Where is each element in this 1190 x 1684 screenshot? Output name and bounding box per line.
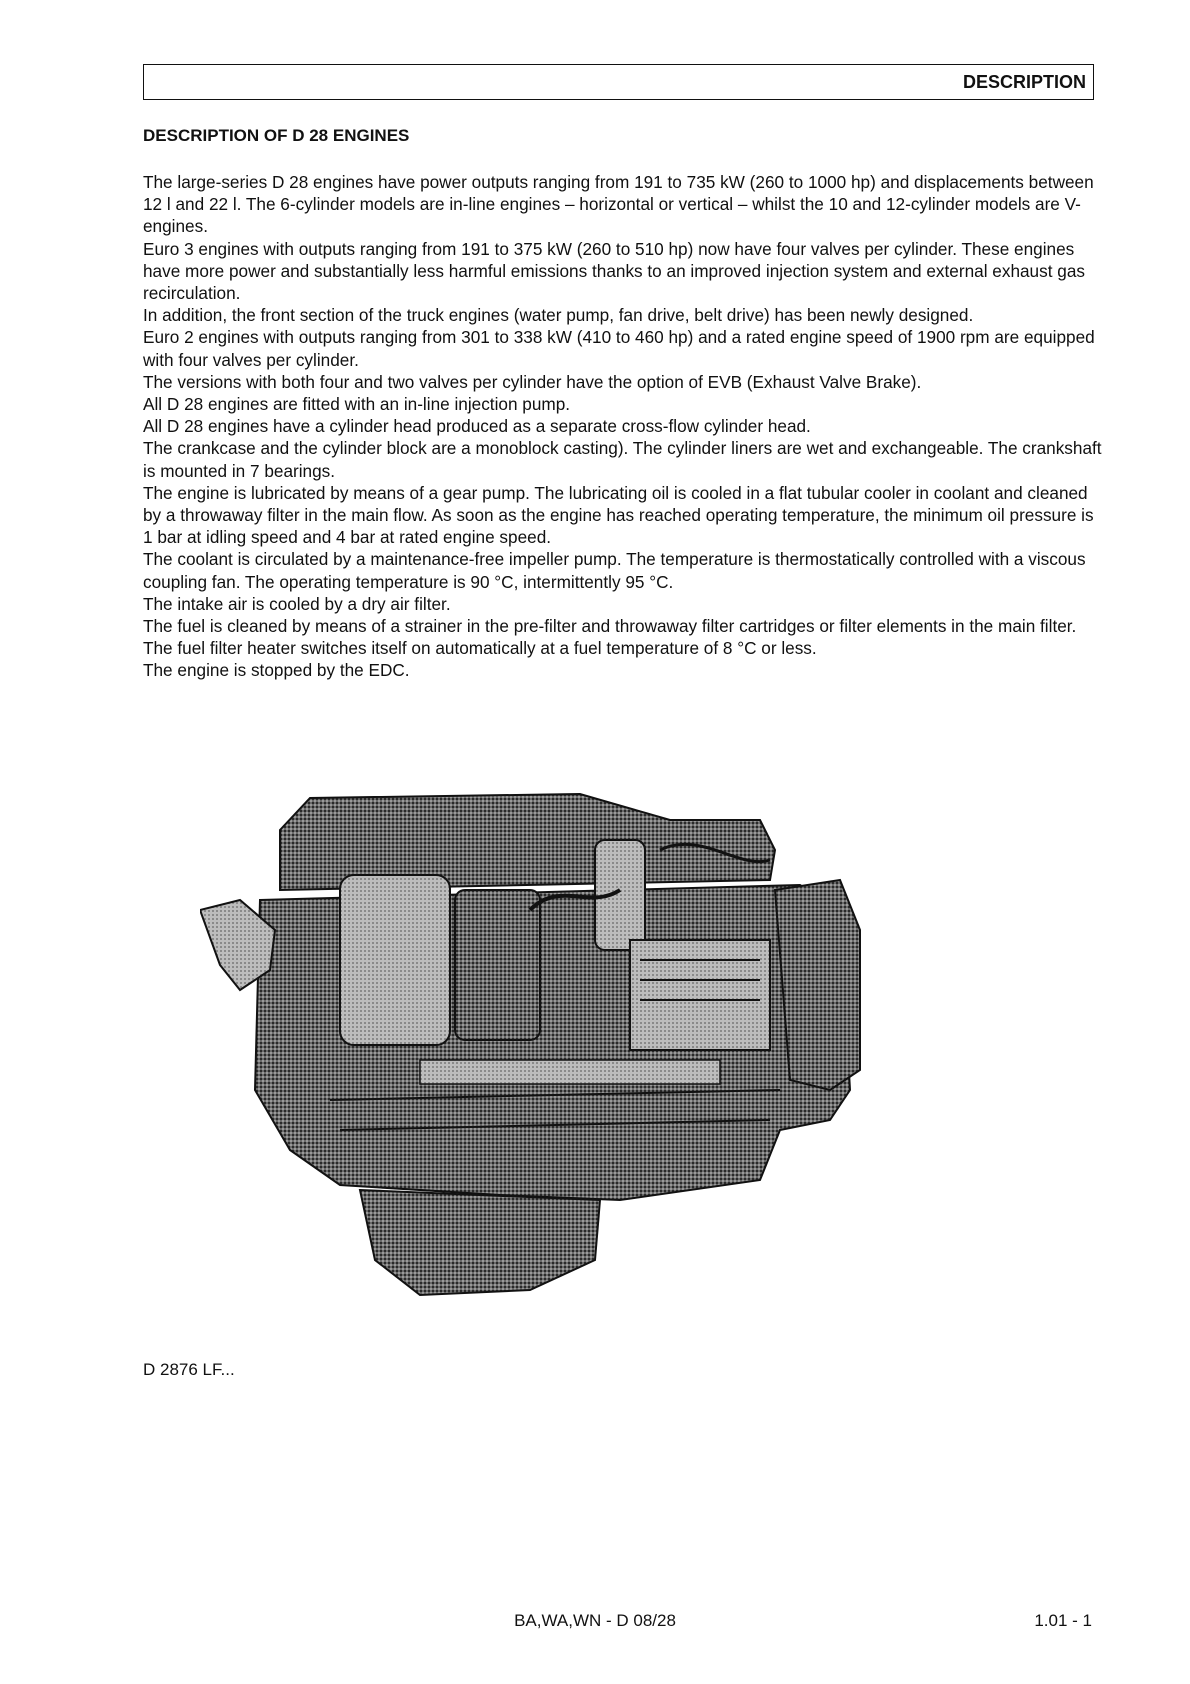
figure-caption: D 2876 LF... xyxy=(143,1360,235,1379)
paragraph: The versions with both four and two valves per cylinder have the option of EVB (Exhaust Valve Brake). xyxy=(143,371,922,392)
paragraph: All D 28 engines have a cylinder head produced as a separate cross-flow cylinder head. xyxy=(143,416,811,437)
paragraph: The coolant is circulated by a maintenance-free impeller pump. The temperature is thermostatically controlled with a viscous coupling fan. The operating temperature is 90 °C, intermittently 95 °C. xyxy=(143,549,1086,592)
paragraph: The fuel filter heater switches itself on automatically at a fuel temperature of 8 °C or less. xyxy=(143,638,817,659)
paragraph: The intake air is cooled by a dry air filter. xyxy=(143,593,451,614)
section-label: DESCRIPTION xyxy=(962,72,1086,92)
footer-page-number: 1.01 - 1 xyxy=(1034,1611,1092,1630)
page-title: DESCRIPTION OF D 28 ENGINES xyxy=(143,126,410,145)
paragraph: All D 28 engines are fitted with an in-line injection pump. xyxy=(143,394,571,415)
section-header-box xyxy=(143,64,1094,100)
paragraph: In addition, the front section of the truck engines (water pump, fan drive, belt drive) has been newly designed. xyxy=(143,305,974,326)
paragraph: The large-series D 28 engines have power outputs ranging from 191 to 735 kW (260 to 1000 hp) and displacements between 12 l and 22 l. The 6-cylinder models are in-line engines – horizontal or vertical – whilst the 10 and 12-cylinder models are V-engines. xyxy=(143,172,1094,237)
paragraph: The fuel is cleaned by means of a strainer in the pre-filter and throwaway filter cartridges or filter elements in the main filter. xyxy=(143,616,1077,637)
engine-illustration xyxy=(200,790,930,1330)
footer-doc-code: BA,WA,WN - D 08/28 xyxy=(514,1611,676,1630)
paragraph: Euro 2 engines with outputs ranging from 301 to 338 kW (410 to 460 hp) and a rated engine speed of 1900 rpm are equipped with four valves per cylinder. xyxy=(143,327,1095,370)
engine-figure xyxy=(200,790,930,1330)
body-text xyxy=(143,171,1103,682)
paragraph: The engine is lubricated by means of a gear pump. The lubricating oil is cooled in a flat tubular cooler in coolant and cleaned by a throwaway filter in the main flow. As soon as the engine has reached operating temperature, the minimum oil pressure is 1 bar at idling speed and 4 bar at rated engine speed. xyxy=(143,482,1094,548)
paragraph: Euro 3 engines with outputs ranging from 191 to 375 kW (260 to 510 hp) now have four valves per cylinder. These engines have more power and substantially less harmful emissions thanks to an improved injection system and external exhaust gas recirculation. xyxy=(143,238,1085,304)
paragraph: The crankcase and the cylinder block are a monoblock casting). The cylinder liners are wet and exchangeable. The crankshaft is mounted in 7 bearings. xyxy=(143,438,1102,481)
paragraph: The engine is stopped by the EDC. xyxy=(143,660,410,681)
